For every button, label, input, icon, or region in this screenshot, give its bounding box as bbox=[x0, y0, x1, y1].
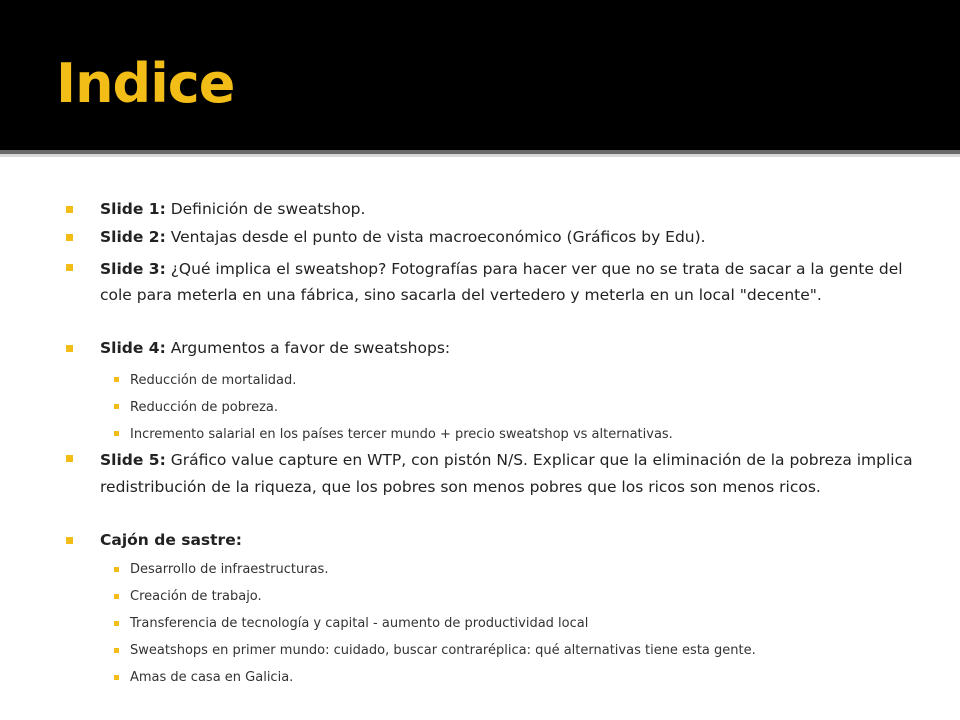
item-text: ¿Qué implica el sweatshop? Fotografías para hacer ver que no se trata de sacar a la gente del cole para meterla en una fábrica, sino sacarla del vertedero y meterla en un local "decente". bbox=[100, 260, 903, 304]
item-lead: Slide 3: bbox=[100, 260, 166, 278]
item-lead: Slide 1: bbox=[100, 200, 166, 218]
square-bullet-icon bbox=[114, 404, 119, 409]
item-text: Definición de sweatshop. bbox=[165, 200, 366, 218]
item-text: Gráfico value capture en WTP, con pistón N/S. Explicar que la eliminación de la pobreza implica redistribución de la riqueza, que los pobres son menos pobres que los ricos son menos ricos. bbox=[100, 451, 913, 496]
sub-item: Amas de casa en Galicia. bbox=[130, 670, 294, 685]
square-bullet-icon bbox=[66, 345, 73, 352]
square-bullet-icon bbox=[114, 675, 119, 680]
item-lead: Cajón de sastre: bbox=[100, 531, 242, 549]
item-text: Ventajas desde el punto de vista macroeconómico (Gráficos by Edu). bbox=[165, 228, 706, 246]
list-item-slide-2 bbox=[100, 226, 915, 248]
item-lead: Slide 4: bbox=[100, 339, 166, 357]
sub-item: Reducción de pobreza. bbox=[130, 400, 278, 415]
square-bullet-icon bbox=[66, 455, 73, 462]
square-bullet-icon bbox=[114, 594, 119, 599]
list-item-slide-1 bbox=[100, 198, 915, 220]
list-item-slide-3 bbox=[100, 256, 915, 308]
square-bullet-icon bbox=[114, 377, 119, 382]
list-item-slide-4 bbox=[100, 337, 915, 359]
list-item-slide-5 bbox=[100, 447, 915, 501]
square-bullet-icon bbox=[66, 264, 73, 271]
square-bullet-icon bbox=[66, 537, 73, 544]
square-bullet-icon bbox=[114, 648, 119, 653]
sub-item: Incremento salarial en los países tercer mundo + precio sweatshop vs alternativas. bbox=[130, 427, 673, 442]
slide-title: Indice bbox=[56, 52, 235, 115]
item-lead: Slide 5: bbox=[100, 451, 166, 469]
square-bullet-icon bbox=[114, 621, 119, 626]
square-bullet-icon bbox=[114, 431, 119, 436]
square-bullet-icon bbox=[114, 567, 119, 572]
item-text: Argumentos a favor de sweatshops: bbox=[165, 339, 451, 357]
square-bullet-icon bbox=[66, 234, 73, 241]
sub-item: Creación de trabajo. bbox=[130, 589, 262, 604]
sub-item: Desarrollo de infraestructuras. bbox=[130, 562, 329, 577]
sub-item: Transferencia de tecnología y capital - aumento de productividad local bbox=[130, 616, 589, 631]
list-item-cajon bbox=[100, 529, 915, 551]
item-lead: Slide 2: bbox=[100, 228, 166, 246]
square-bullet-icon bbox=[66, 206, 73, 213]
sub-item: Sweatshops en primer mundo: cuidado, buscar contraréplica: qué alternativas tiene esta gente. bbox=[130, 643, 756, 658]
sub-item: Reducción de mortalidad. bbox=[130, 373, 297, 388]
